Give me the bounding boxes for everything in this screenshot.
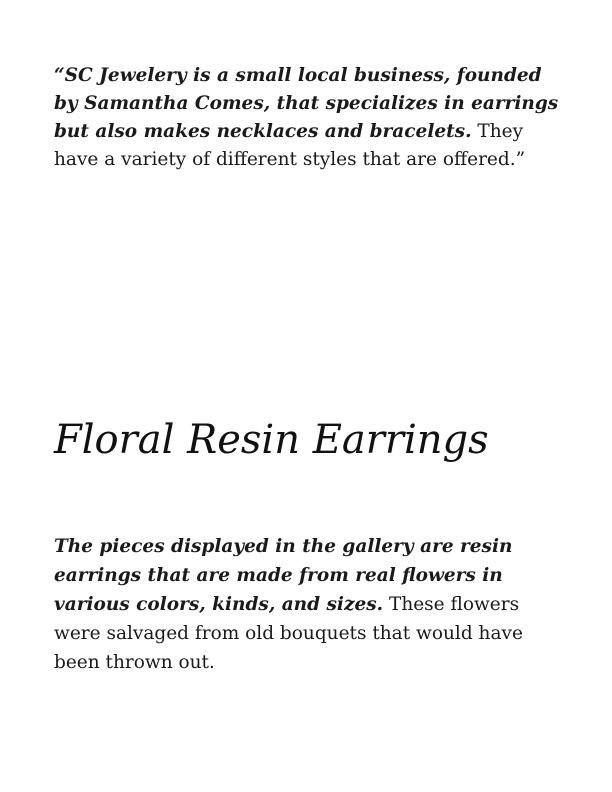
description-paragraph — [54, 532, 562, 677]
intro-regular-text: They have a variety of different styles that are offered.” — [54, 121, 526, 170]
intro-emphasis-text: “SC Jewelery is a small local business, founded by Samantha Comes, that specializes in earrings but also makes necklaces and bracelets. — [54, 65, 559, 142]
description-regular-text: These flowers were salvaged from old bouquets that would have been thrown out. — [54, 594, 523, 673]
intro-paragraph — [54, 62, 562, 174]
description-emphasis-text: The pieces displayed in the gallery are resin earrings that are made from real flowers in various colors, kinds, and sizes. — [54, 536, 513, 615]
section-title: Floral Resin Earrings — [54, 417, 489, 463]
